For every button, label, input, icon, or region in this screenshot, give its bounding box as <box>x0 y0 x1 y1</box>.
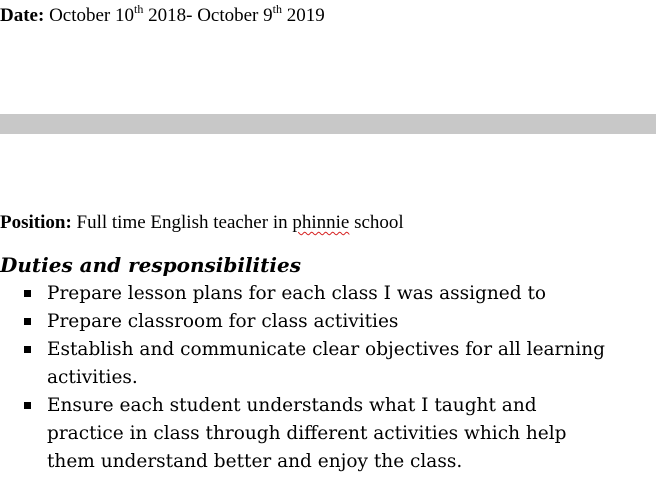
position-text-after: school <box>349 212 404 233</box>
square-bullet-icon <box>24 290 31 297</box>
school-name-misspelled[interactable]: phinnie <box>292 212 350 233</box>
duty-line: Establish and communicate clear objectives for all learning <box>47 339 605 360</box>
position-line <box>0 211 404 235</box>
duty-item <box>0 280 656 308</box>
square-bullet-icon <box>24 346 31 353</box>
duty-line: Prepare lesson plans for each class I was assigned to <box>47 283 547 304</box>
duty-item <box>0 308 656 336</box>
duty-item <box>0 392 656 476</box>
end-date-ordinal-suffix: th <box>272 1 282 16</box>
date-line <box>0 1 325 28</box>
duty-line: them understand better and enjoy the class. <box>47 451 463 472</box>
end-date-month-day: October 9 <box>197 5 273 26</box>
start-date-ordinal-suffix: th <box>134 1 144 16</box>
square-bullet-icon <box>24 402 31 409</box>
duty-line: Ensure each student understands what I taught and <box>47 395 537 416</box>
start-year-dash: 2018- <box>143 5 198 26</box>
square-bullet-icon <box>24 318 31 325</box>
date-label: Date: <box>0 5 45 26</box>
duties-list <box>0 280 656 476</box>
duty-line: activities. <box>47 367 138 388</box>
duties-heading: Duties and responsibilities <box>0 253 301 277</box>
start-date-month-day: October 10 <box>49 5 135 26</box>
position-text-before: Full time English teacher in <box>76 212 293 233</box>
end-year: 2019 <box>281 5 325 26</box>
page-break-divider <box>0 114 656 134</box>
duty-line: practice in class through different activities which help <box>47 423 567 444</box>
position-label: Position: <box>0 212 72 233</box>
duty-line: Prepare classroom for class activities <box>47 311 399 332</box>
duty-item <box>0 336 656 392</box>
